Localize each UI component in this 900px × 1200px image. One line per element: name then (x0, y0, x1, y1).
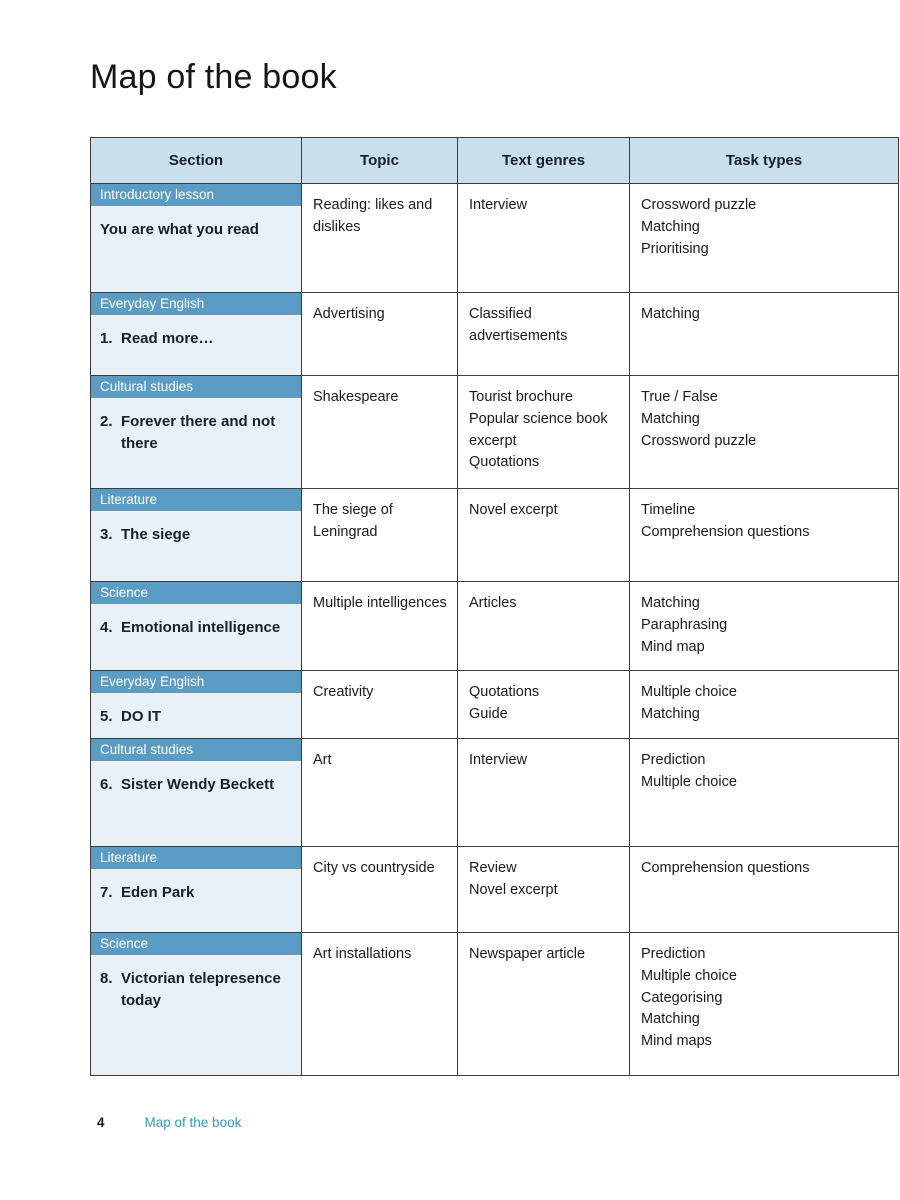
cell-item: Prioritising (641, 240, 709, 257)
section-cell (91, 582, 302, 671)
genres-cell (458, 376, 630, 489)
cell-item: Art (313, 752, 332, 768)
cell-item: Popular science book excerpt (469, 410, 608, 449)
section-category-band: Introductory lesson (91, 184, 301, 206)
section-title-text: You are what you read (100, 221, 259, 238)
topic-cell (302, 671, 458, 739)
tasks-cell (630, 582, 899, 671)
section-cell (91, 739, 302, 847)
genres-cell (458, 739, 630, 847)
footer-title: Map of the book (144, 1115, 242, 1130)
genres-cell (458, 847, 630, 933)
section-number: 1. (100, 330, 113, 347)
section-category-band: Science (91, 933, 301, 955)
section-title (91, 955, 301, 1012)
table-row (91, 933, 899, 1076)
cell-item: Multiple choice (641, 773, 737, 790)
cell-item: True / False (641, 389, 718, 405)
section-title-text: The siege (121, 526, 191, 543)
section-title-text: Victorian telepresence today (121, 970, 281, 1009)
map-of-book-table (90, 137, 899, 1076)
section-title (91, 511, 301, 546)
topic-cell (302, 582, 458, 671)
section-cell (91, 671, 302, 739)
cell-item: Interview (469, 752, 528, 768)
cell-item: Quotations (469, 684, 540, 700)
cell-item: Comprehension questions (641, 523, 810, 540)
table-row (91, 847, 899, 933)
topic-cell (302, 184, 458, 293)
cell-item: Timeline (641, 502, 696, 518)
section-title (91, 604, 301, 639)
cell-item: Reading: likes and dislikes (313, 197, 433, 235)
section-title (91, 869, 301, 904)
tasks-cell (630, 293, 899, 376)
section-title-text: Emotional intelligence (121, 619, 281, 636)
page-number: 4 (97, 1115, 105, 1130)
cell-item: Newspaper article (469, 946, 586, 962)
section-number: 5. (100, 708, 113, 725)
topic-cell (302, 489, 458, 582)
section-category-band: Cultural studies (91, 376, 301, 398)
section-number: 6. (100, 776, 113, 793)
topic-cell (302, 847, 458, 933)
cell-item: Matching (641, 705, 700, 722)
cell-item: Matching (641, 218, 700, 235)
cell-item: Review (469, 860, 517, 876)
section-number: 8. (100, 970, 113, 987)
section-title-text: Forever there and not there (121, 413, 276, 452)
genres-cell (458, 293, 630, 376)
cell-item: Paraphrasing (641, 616, 728, 633)
cell-item: Crossword puzzle (641, 432, 757, 449)
cell-item: Novel excerpt (469, 502, 558, 518)
section-title-text: Eden Park (121, 884, 195, 901)
table-row (91, 582, 899, 671)
table-header (91, 138, 899, 184)
tasks-cell (630, 933, 899, 1076)
section-cell (91, 489, 302, 582)
genres-cell (458, 489, 630, 582)
header-text-genres: Text genres (458, 138, 630, 184)
table-row (91, 376, 899, 489)
cell-item: Advertising (313, 306, 385, 322)
section-number: 7. (100, 884, 113, 901)
cell-item: Multiple choice (641, 967, 737, 984)
genres-cell (458, 184, 630, 293)
cell-item: Categorising (641, 989, 723, 1006)
cell-item: Interview (469, 197, 528, 213)
tasks-cell (630, 739, 899, 847)
cell-item: Mind maps (641, 1033, 712, 1049)
cell-item: Matching (641, 306, 700, 322)
topic-cell (302, 293, 458, 376)
section-number: 2. (100, 413, 113, 430)
section-category-band: Literature (91, 847, 301, 869)
section-title (91, 315, 301, 350)
genres-cell (458, 582, 630, 671)
section-cell (91, 847, 302, 933)
tasks-cell (630, 489, 899, 582)
header-row (91, 138, 899, 184)
tasks-cell (630, 376, 899, 489)
genres-cell (458, 671, 630, 739)
cell-item: Articles (469, 595, 517, 611)
table-row (91, 671, 899, 739)
header-section: Section (91, 138, 302, 184)
section-category-band: Literature (91, 489, 301, 511)
cell-item: The siege of Leningrad (313, 502, 393, 540)
cell-item: Shakespeare (313, 389, 399, 405)
section-cell (91, 376, 302, 489)
section-cell (91, 933, 302, 1076)
section-title-text: Read more… (121, 330, 214, 347)
cell-item: Classified advertisements (469, 306, 568, 344)
tasks-cell (630, 671, 899, 739)
header-topic: Topic (302, 138, 458, 184)
section-title (91, 693, 301, 728)
table-body (91, 184, 899, 1076)
cell-item: Multiple intelligences (313, 595, 447, 611)
cell-item: Quotations (469, 454, 540, 471)
cell-item: Guide (469, 705, 508, 722)
cell-item: Prediction (641, 752, 706, 768)
section-number: 3. (100, 526, 113, 543)
cell-item: Matching (641, 410, 700, 427)
table-row (91, 739, 899, 847)
page-title: Map of the book (90, 58, 337, 96)
table-row (91, 184, 899, 293)
topic-cell (302, 376, 458, 489)
cell-item: Prediction (641, 946, 706, 962)
cell-item: Matching (641, 1011, 700, 1028)
cell-item: Art installations (313, 946, 412, 962)
cell-item: Mind map (641, 638, 705, 655)
section-title (91, 761, 301, 796)
page-footer (97, 1115, 241, 1130)
cell-item: Multiple choice (641, 684, 737, 700)
topic-cell (302, 739, 458, 847)
section-title-text: Sister Wendy Beckett (121, 776, 275, 793)
section-number: 4. (100, 619, 113, 636)
table-row (91, 489, 899, 582)
cell-item: Novel excerpt (469, 881, 558, 898)
section-category-band: Cultural studies (91, 739, 301, 761)
table-row (91, 293, 899, 376)
section-cell (91, 184, 302, 293)
section-title (91, 398, 301, 455)
section-cell (91, 293, 302, 376)
cell-item: Creativity (313, 684, 374, 700)
topic-cell (302, 933, 458, 1076)
cell-item: Matching (641, 595, 700, 611)
tasks-cell (630, 184, 899, 293)
section-category-band: Science (91, 582, 301, 604)
tasks-cell (630, 847, 899, 933)
section-title (91, 206, 301, 241)
cell-item: Comprehension questions (641, 860, 810, 876)
cell-item: Tourist brochure (469, 389, 573, 405)
cell-item: Crossword puzzle (641, 197, 757, 213)
header-task-types: Task types (630, 138, 899, 184)
section-category-band: Everyday English (91, 293, 301, 315)
cell-item: City vs countryside (313, 860, 435, 876)
section-title-text: DO IT (121, 708, 161, 725)
section-category-band: Everyday English (91, 671, 301, 693)
genres-cell (458, 933, 630, 1076)
